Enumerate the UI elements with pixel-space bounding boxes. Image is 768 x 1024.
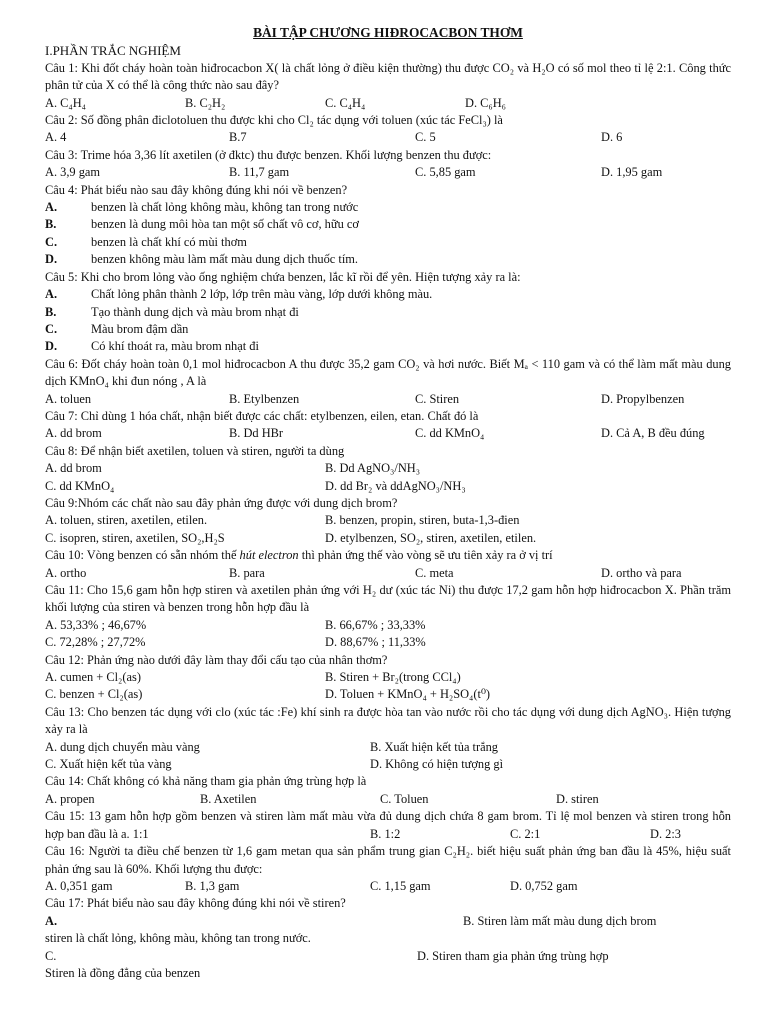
page-title: BÀI TẬP CHƯƠNG HIĐROCACBON THƠM xyxy=(253,25,523,40)
option: D. Propylbenzen xyxy=(601,391,685,406)
option: C. 5,85 gam xyxy=(415,165,476,180)
option: A. ortho xyxy=(45,565,87,580)
option-text: Có khí thoát ra, màu brom nhạt đi xyxy=(91,339,259,354)
question-1-text: Câu 1: Khi đốt cháy hoàn toàn hiđrocacbon X( là chất lỏng ở điều kiện thường) thu được CO₂ và H₂O có số mol theo tỉ lệ 2:1. Công thức phân tử của X có thể là công thức nào sau đây? xyxy=(45,60,731,93)
option xyxy=(45,913,463,948)
option: C. meta xyxy=(415,565,454,580)
option: D. Không có hiện tượng gì xyxy=(370,757,504,772)
option: B. Axetilen xyxy=(200,791,257,806)
option: C. 5 xyxy=(415,130,436,145)
question-10-pre: Câu 10: Vòng benzen có sẵn nhóm thế xyxy=(45,548,240,563)
question-13-options xyxy=(45,739,731,756)
option: A. toluen, stiren, axetilen, etilen. xyxy=(45,513,208,528)
question-16-text: Câu 16: Người ta điều chế benzen từ 1,6 gam metan qua sản phẩm trung gian C₂H₂. biết hiệu suất phản ứng ban đầu là 45%, hiệu suất phản ứng sau là 60%. Khối lượng thu được: xyxy=(45,844,731,876)
option: B. Stiren làm mất màu dung dịch brom xyxy=(463,913,657,928)
option: D. dd Br₂ và ddAgNO₃/NH₃ xyxy=(325,478,466,493)
question-3-text: Câu 3: Trime hóa 3,36 lít axetilen (ở đktc) thu được benzen. Khối lượng benzen thu được: xyxy=(45,147,492,162)
section-heading: I.PHẦN TRẮC NGHIỆM xyxy=(45,43,181,59)
option: A. dung dịch chuyển màu vàng xyxy=(45,739,200,754)
option-text: benzen là chất khí có mùi thơm xyxy=(91,234,247,249)
option: C. 72,28% ; 27,72% xyxy=(45,635,146,650)
option-letter: D. xyxy=(45,252,58,267)
question-8-text: Câu 8: Để nhận biết axetilen, toluen và stiren, người ta dùng xyxy=(45,443,345,458)
option: C. dd KMnO₄ xyxy=(415,426,485,441)
option-letter: B. xyxy=(45,217,57,232)
option: A. C₄H₄ xyxy=(45,95,86,110)
question-9-text: Câu 9:Nhóm các chất nào sau đây phản ứng được với dung dịch brom? xyxy=(45,495,398,510)
option: C. benzen + Cl₂(as) xyxy=(45,687,143,702)
option: D. etylbenzen, SO₂, stiren, axetilen, etilen. xyxy=(325,530,537,545)
option: A. dd brom xyxy=(45,461,102,476)
question-1-options xyxy=(45,95,731,112)
option-text: Stiren là đồng đẳng của benzen xyxy=(45,965,201,980)
option: D. C₆H₆ xyxy=(465,95,506,110)
question-16-options xyxy=(45,878,731,895)
option-text: Màu brom đậm dần xyxy=(91,321,189,336)
question-15-options xyxy=(370,826,731,843)
option: D. ortho và para xyxy=(601,565,682,580)
option: D. 1,95 gam xyxy=(601,165,663,180)
option: C. Toluen xyxy=(380,791,429,806)
option: D. Stiren tham gia phản ứng trùng hợp xyxy=(417,948,609,963)
question-5-text: Câu 5: Khi cho brom lỏng vào ống nghiệm chứa benzen, lắc kĩ rồi để yên. Hiện tượng xảy ra là: xyxy=(45,269,521,284)
question-13-text: Câu 13: Cho benzen tác dụng với clo (xúc tác :Fe) khí sinh ra được hòa tan vào nước rồi cho tác dụng với dung dịch AgNO₃. Hiện tượng xảy ra là xyxy=(45,704,731,737)
option-letter: D. xyxy=(45,339,58,354)
question-15-body: Câu 15: 13 gam hỗn hợp gồm benzen và stiren làm mất màu vừa đủ dung dịch chứa 8 gam brom. Tỉ lệ mol benzen và stiren trong hỗn hợp ban đầu là a. 1:1 xyxy=(45,809,731,841)
option: C. dd KMnO₄ xyxy=(45,478,115,493)
option: C. Stiren xyxy=(415,391,460,406)
option: B. Etylbenzen xyxy=(229,391,300,406)
question-9-options xyxy=(45,530,731,547)
question-17-options xyxy=(45,948,731,983)
option: D. stiren xyxy=(556,791,599,806)
option: C. Xuất hiện kết tủa vàng xyxy=(45,757,172,772)
option-text: Tạo thành dung dịch và màu brom nhạt đi xyxy=(91,304,299,319)
option: B. Stiren + Br₂(trong CCl₄) xyxy=(325,670,461,685)
option: A. 0,351 gam xyxy=(45,878,113,893)
option-letter: C. xyxy=(45,948,57,963)
question-12-text: Câu 12: Phản ứng nào dưới đây làm thay đổi cấu tạo của nhân thơm? xyxy=(45,652,388,667)
question-10-emphasis: hút electron xyxy=(239,548,299,563)
option: D. Toluen + KMnO₄ + H₂SO₄(t⁰) xyxy=(325,687,491,702)
option: A. toluen xyxy=(45,391,92,406)
option: B.7 xyxy=(229,130,247,145)
option: B. 11,7 gam xyxy=(229,165,290,180)
option-letter: A. xyxy=(45,913,58,928)
option xyxy=(45,286,731,303)
question-8-options xyxy=(45,460,731,477)
option: A. 3,9 gam xyxy=(45,165,101,180)
option: B. 1:2 xyxy=(370,826,401,841)
question-17-text: Câu 17: Phát biểu nào sau đây không đúng khi nói về stiren? xyxy=(45,896,346,911)
question-6-options xyxy=(45,391,731,408)
question-12-options xyxy=(45,669,731,686)
question-11-options xyxy=(45,617,731,634)
option: B. 1,3 gam xyxy=(185,878,240,893)
option xyxy=(45,234,731,251)
question-13-options xyxy=(45,756,731,773)
question-12-options xyxy=(45,686,731,703)
question-9-options xyxy=(45,512,731,529)
question-10-options xyxy=(45,565,731,582)
option xyxy=(45,338,731,355)
option: B. Dd AgNO₃/NH₃ xyxy=(325,461,421,476)
option: D. 88,67% ; 11,33% xyxy=(325,635,426,650)
question-14-options xyxy=(45,791,731,808)
option: B. Dd HBr xyxy=(229,426,284,441)
option xyxy=(45,251,731,268)
question-10-post: thì phản ứng thế vào vòng sẽ ưu tiên xảy ra ở vị trí xyxy=(298,548,553,563)
question-4-text: Câu 4: Phát biểu nào sau đây không đúng khi nói về benzen? xyxy=(45,182,348,197)
question-7-options xyxy=(45,425,731,442)
option: A. cumen + Cl₂(as) xyxy=(45,670,141,685)
question-11-options xyxy=(45,634,731,651)
question-11-text: Câu 11: Cho 15,6 gam hỗn hợp stiren và axetilen phản ứng với H₂ dư (xúc tác Ni) thu được 17,2 gam hỗn hợp hiđrocacbon X. Phần trăm khối lượng của stiren và benzen trong hỗn hợp đầu là xyxy=(45,583,731,615)
question-3-options xyxy=(45,164,731,181)
question-2-text: Câu 2: Số đồng phân điclotoluen thu được khi cho Cl₂ tác dụng với toluen (xúc tác FeCl₃) là xyxy=(45,113,503,128)
option: A. 53,33% ; 46,67% xyxy=(45,617,147,632)
option xyxy=(45,304,731,321)
question-14-text: Câu 14: Chất không có khả năng tham gia phản ứng trùng hợp là xyxy=(45,774,367,789)
option: A. propen xyxy=(45,791,95,806)
option xyxy=(45,216,731,233)
question-6-text: Câu 6: Đốt cháy hoàn toàn 0,1 mol hiđrocacbon A thu được 35,2 gam CO₂ và hơi nước. Biết Mₐ < 110 gam và có thể làm mất màu dung dịch KMnO₄ khi đun nóng , A là xyxy=(45,356,731,389)
option: C. C₄H₄ xyxy=(325,95,366,110)
option: A. dd brom xyxy=(45,426,102,441)
option-text: Chất lỏng phân thành 2 lớp, lớp trên màu vàng, lớp dưới không màu. xyxy=(91,287,433,302)
option: C. 2:1 xyxy=(510,826,541,841)
option: B. C₂H₂ xyxy=(185,95,226,110)
question-17-options xyxy=(45,913,731,948)
option: C. isopren, stiren, axetilen, SO₂,H₂S xyxy=(45,530,225,545)
option: C. 1,15 gam xyxy=(370,878,431,893)
question-10-text xyxy=(45,547,731,564)
option: D. 6 xyxy=(601,130,623,145)
question-2-options xyxy=(45,129,731,146)
worksheet-page xyxy=(45,24,731,982)
option-letter: C. xyxy=(45,234,58,249)
option-letter: A. xyxy=(45,287,58,302)
option: B. para xyxy=(229,565,265,580)
option-text: stiren là chất lỏng, không màu, không tan trong nước. xyxy=(45,931,311,946)
option-letter: A. xyxy=(45,200,58,215)
option-text: benzen là chất lỏng không màu, không tan trong nước xyxy=(91,200,359,215)
option xyxy=(45,321,731,338)
option: B. benzen, propin, stiren, buta-1,3-đien xyxy=(325,513,520,528)
option: B. 66,67% ; 33,33% xyxy=(325,617,426,632)
option-letter: C. xyxy=(45,321,58,336)
option xyxy=(45,199,731,216)
option: D. Cả A, B đều đúng xyxy=(601,426,705,441)
question-7-text: Câu 7: Chỉ dùng 1 hóa chất, nhận biết được các chất: etylbenzen, eilen, etan. Chất đó là xyxy=(45,408,479,423)
option: A. 4 xyxy=(45,130,67,145)
option: B. Xuất hiện kết tủa trắng xyxy=(370,739,499,754)
question-8-options xyxy=(45,478,731,495)
option: D. 0,752 gam xyxy=(510,878,578,893)
option-text: benzen không màu làm mất màu dung dịch thuốc tím. xyxy=(91,252,359,267)
option: D. 2:3 xyxy=(650,826,681,841)
option xyxy=(45,948,417,983)
option-text: benzen là dung môi hòa tan một số chất vô cơ, hữu cơ xyxy=(91,217,359,232)
option-letter: B. xyxy=(45,304,57,319)
